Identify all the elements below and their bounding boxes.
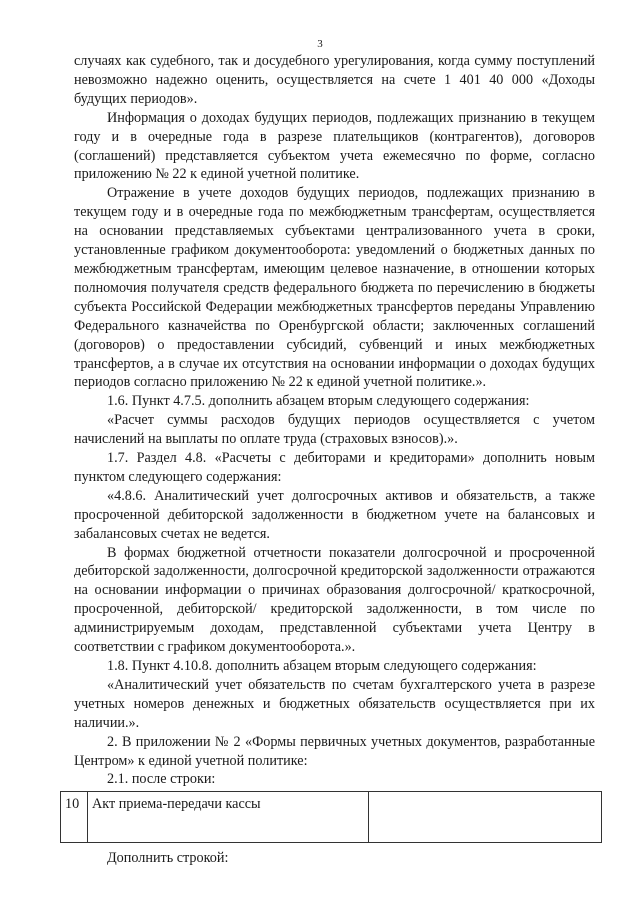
table-cell-extra: [369, 792, 602, 843]
table-row: [61, 792, 602, 843]
table-cell-number: 10: [61, 792, 88, 843]
paragraph: «Расчет суммы расходов будущих периодов осуществляется с учетом начислений на выплаты по оплате труда (страховых взносов).».: [74, 412, 595, 448]
paragraph: 1.6. Пункт 4.7.5. дополнить абзацем вторым следующего содержания:: [107, 393, 530, 410]
page-number: 3: [317, 38, 323, 50]
paragraph-after-table: Дополнить строкой:: [107, 850, 229, 867]
paragraph: 1.8. Пункт 4.10.8. дополнить абзацем вторым следующего содержания:: [107, 658, 537, 674]
paragraph: «Аналитический учет обязательств по счетам бухгалтерского учета в разрезе учетных номеров денежных и бюджетных обязательств осуществляется при их наличии.».: [74, 676, 595, 731]
paragraph: случаях как судебного, так и досудебного урегулирования, когда сумму поступлений невозможно надежно оценить, осуществляется на счете 1 401 40 000 «Доходы будущих периодов».: [74, 53, 595, 107]
paragraph: Информация о доходах будущих периодов, подлежащих признанию в текущем году и в очередные года в разрезе плательщиков (контрагентов), договоров (соглашений) представляется субъектом учета ежемесячно по форме, согласно приложению № 22 к единой учетной политике.: [74, 109, 595, 183]
paragraph: 2. В приложении № 2 «Формы первичных учетных документов, разработанные Центром» к единой учетной политике:: [74, 733, 595, 769]
table-cell-name: Акт приема-передачи кассы: [88, 792, 369, 843]
paragraph: 2.1. после строки:: [107, 771, 216, 788]
paragraph: Отражение в учете доходов будущих периодов, подлежащих признанию в текущем году и в очередные года по межбюджетным трансфертам, осуществляется на основании представляемых субъектами централизованного учета в сроки, установленные графиком документооборота: уведомлений о бюджетных данных по межбюджетным трансфертам, имеющим целевое назначение, в отношении которых полномочия получателя средств федерального бюджета по перечислению в бюджеты субъекта Российской Федерации межбюджетных трансфертов переданы Управлению Федерального казначейства по Оренбургской области; заключенных соглашений (договоров) о предоставлении субсидий, субвенций и иных межбюджетных трансфертов, а в случае их отсутствия на основании информации о доходах будущих периодов согласно приложению № 22 к единой учетной политике.».: [74, 185, 595, 391]
paragraph: В формах бюджетной отчетности показатели долгосрочной и просроченной дебиторской задолженности, долгосрочной кредиторской задолженности отражаются на основании информации о причинах образования долгосрочной/ краткосрочной, просроченной, дебиторской/ кредиторской задолженности, в том числе по администрируемым доходам, представленной субъектами учета Центру в соответствии с графиком документооборота.».: [74, 544, 595, 656]
paragraph: 1.7. Раздел 4.8. «Расчеты с дебиторами и кредиторами» дополнить новым пунктом следующего содержания:: [74, 450, 595, 485]
document-body: [65, 52, 595, 868]
paragraph: «4.8.6. Аналитический учет долгосрочных активов и обязательств, а также просроченной дебиторской задолженности в бюджетном учете на балансовых и забалансовых счетах не ведется.: [74, 487, 595, 542]
forms-table: [60, 791, 602, 843]
